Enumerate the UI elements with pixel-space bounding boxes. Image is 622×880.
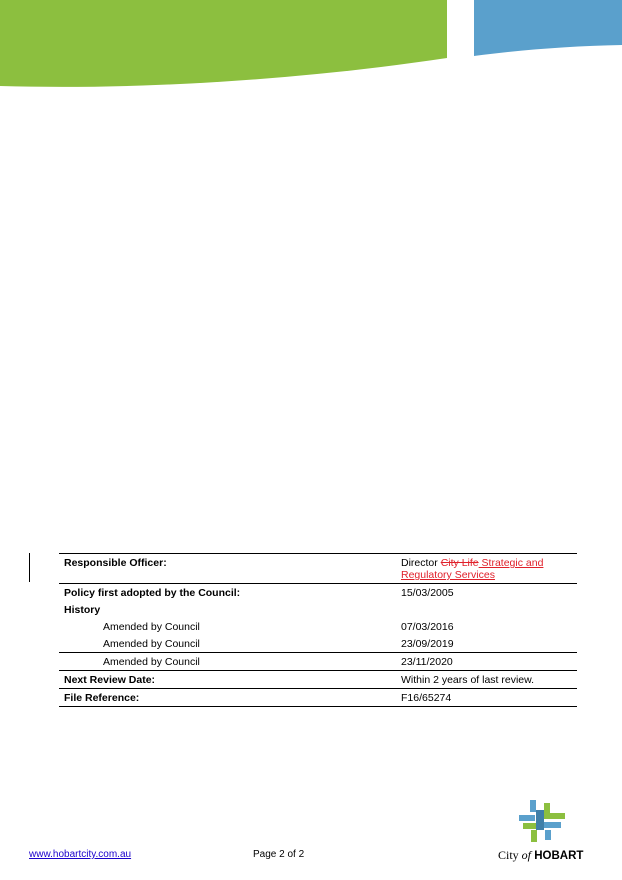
page-number: Page 2 of 2	[253, 849, 305, 860]
logo-city-text: City	[498, 848, 522, 862]
next-review-label: Next Review Date:	[59, 671, 396, 689]
responsible-officer-label: Responsible Officer:	[59, 554, 396, 584]
history-row	[59, 653, 577, 671]
file-reference-label: File Reference:	[59, 689, 396, 707]
row-next-review	[59, 671, 577, 689]
responsible-officer-prefix: Director	[401, 557, 441, 569]
inserted-text: Strategic and Regulatory Services	[401, 557, 544, 581]
history-entry-date: 23/11/2020	[396, 653, 577, 671]
row-first-adopted	[59, 584, 577, 602]
city-of-hobart-logo-icon	[519, 800, 565, 842]
policy-details-table	[59, 553, 577, 707]
history-entry-date: 07/03/2016	[401, 621, 454, 633]
next-review-value: Within 2 years of last review.	[396, 671, 577, 689]
track-change-bar	[29, 553, 30, 582]
city-of-hobart-wordmark	[498, 848, 583, 863]
deleted-text: City Life	[440, 557, 479, 569]
website-link[interactable]: www.hobartcity.com.au	[29, 849, 132, 860]
row-responsible-officer	[59, 554, 577, 584]
row-history-heading	[59, 601, 577, 618]
history-row	[59, 635, 577, 653]
logo-hobart-text: HOBART	[531, 850, 584, 862]
history-entry-label: Amended by Council	[103, 638, 200, 650]
history-row	[59, 618, 577, 635]
green-wave-shape	[0, 0, 447, 87]
history-entry-date: 23/09/2019	[401, 638, 454, 650]
history-entry-label: Amended by Council	[59, 653, 396, 671]
first-adopted-label: Policy first adopted by the Council:	[64, 587, 241, 599]
row-file-reference	[59, 689, 577, 707]
blue-wave-shape	[474, 0, 622, 56]
history-label: History	[64, 604, 101, 616]
logo-of-text: of	[521, 848, 532, 862]
responsible-officer-value	[396, 554, 577, 584]
header-banner	[0, 0, 622, 100]
history-entry-label: Amended by Council	[103, 621, 200, 633]
file-reference-value: F16/65274	[396, 689, 577, 707]
first-adopted-value: 15/03/2005	[401, 587, 454, 599]
